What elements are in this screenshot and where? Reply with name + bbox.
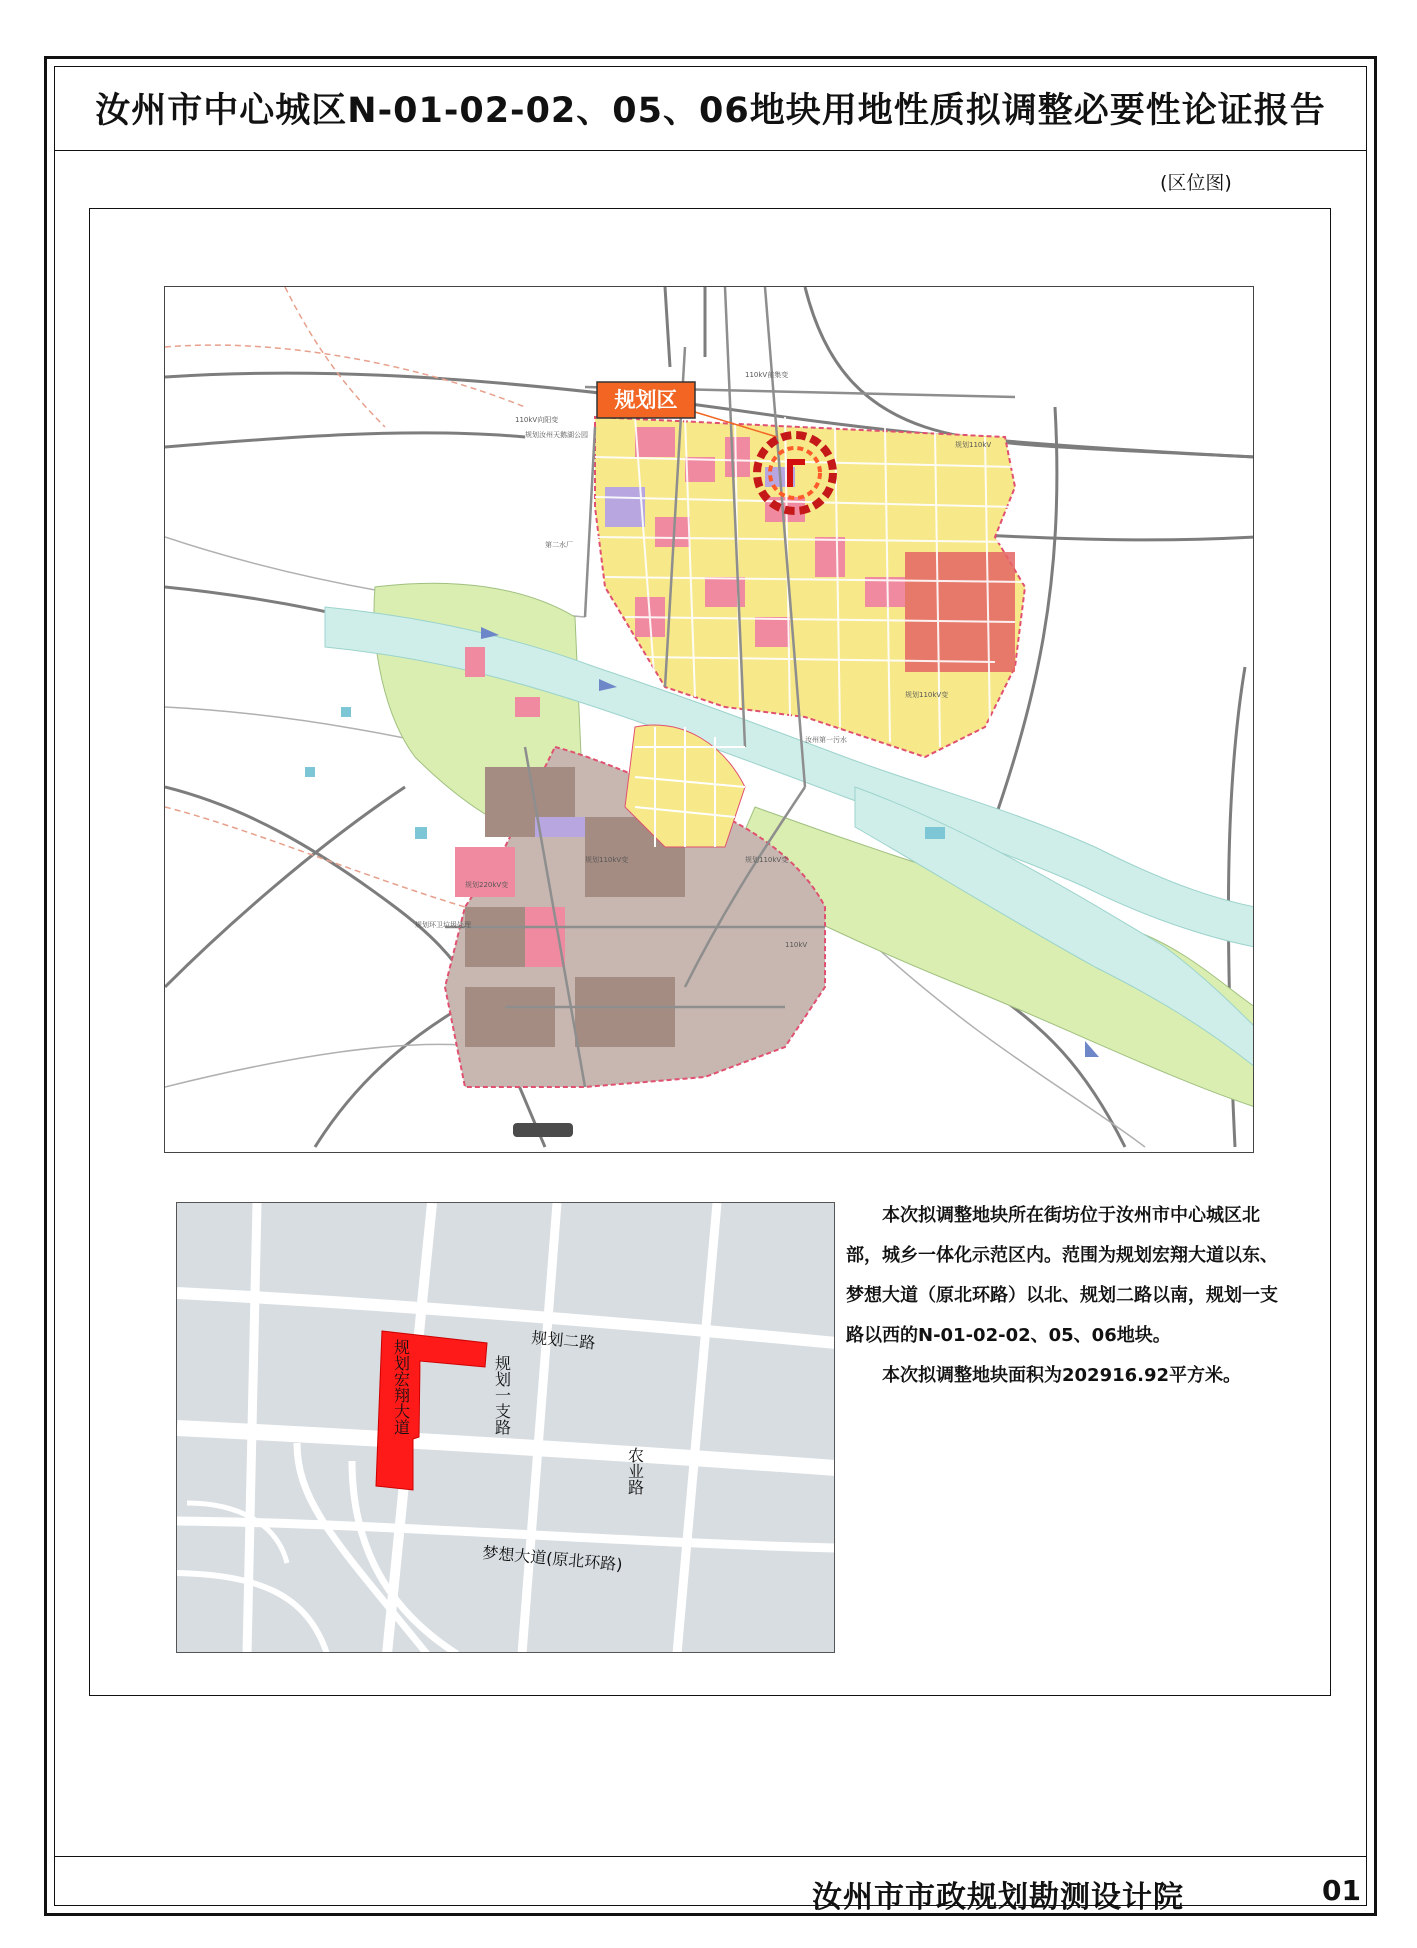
- map-label-landfill: 规划环卫垃圾处理: [415, 921, 471, 929]
- map-label-substation-3: 规划110kV: [955, 441, 992, 449]
- title-divider: [54, 150, 1367, 151]
- location-map: [164, 286, 1254, 1153]
- location-map-canvas: [165, 287, 1254, 1153]
- description-text: [846, 1196, 1286, 1396]
- map-label-substation-2: 110kV向阳变: [515, 416, 559, 424]
- map-label-substation-8: 规划110kV变: [745, 856, 789, 864]
- map-label-substation-5: 汝州第一污水: [805, 736, 847, 744]
- residential-blocks: [905, 552, 1015, 672]
- description-paragraph-1: 本次拟调整地块所在街坊位于汝州市中心城区北部，城乡一体化示范区内。范围为规划宏翔大道以东、梦想大道（原北环路）以北、规划二路以南，规划一支路以西的N-01-02-02、05、06地块。: [846, 1205, 1278, 1346]
- road-label-west: 规划宏翔大道: [391, 1339, 411, 1435]
- footer-organization: 汝州市市政规划勘测设计院: [812, 1880, 1184, 1915]
- figure-subtitle: (区位图): [1160, 172, 1232, 194]
- map-label-water-plant: 第二水厂: [545, 541, 573, 549]
- page-number: 01: [1322, 1874, 1361, 1907]
- map-label-substation-1: 110kV前集变: [745, 371, 789, 379]
- road-label-east-inner: 规划一支路: [492, 1355, 512, 1435]
- map-label-substation-6: 规划110kV变: [585, 856, 629, 864]
- planning-area-callout: [597, 382, 695, 418]
- site-detail-canvas: [177, 1203, 835, 1653]
- map-label-park: 规划汝州天鹅湖公园: [525, 431, 588, 439]
- map-label-substation-4: 规划110kV变: [905, 691, 949, 699]
- map-label-substation-9: 110kV: [785, 941, 808, 949]
- report-title: 汝州市中心城区N-01-02-02、05、06地块用地性质拟调整必要性论证报告: [95, 91, 1326, 131]
- footer-divider: [54, 1856, 1367, 1857]
- map-label-substation-7: 规划220kV变: [465, 881, 509, 889]
- road-label-south: 梦想大道(原北环路): [481, 1543, 624, 1575]
- site-detail-map: [176, 1202, 835, 1653]
- road-label-north: 规划二路: [530, 1328, 597, 1353]
- callout-label: 规划区: [614, 388, 678, 412]
- road-label-east: 农业路: [625, 1447, 645, 1495]
- description-paragraph-2: 本次拟调整地块面积为202916.92平方米。: [882, 1365, 1242, 1386]
